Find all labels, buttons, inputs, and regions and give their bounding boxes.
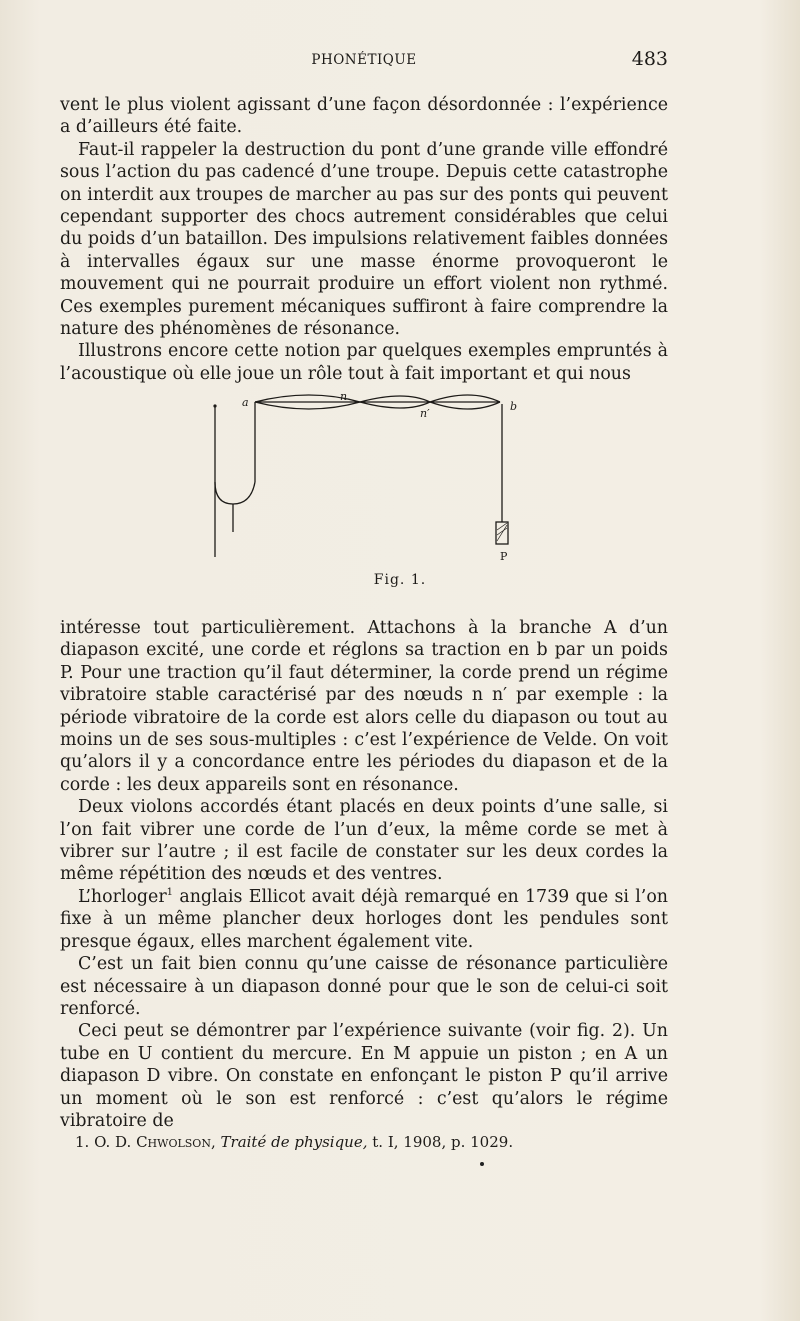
fork-body	[215, 482, 255, 504]
text-block-bottom	[60, 617, 668, 1132]
footnote	[75, 1133, 675, 1151]
paragraph: Ceci peut se démontrer par l’expérience suivante (voir fig. 2). Un tube en U contient du mercure. En M appuie un piston ; en A un diapason D vibre. On constate en enfonçant le piston P qu’il arrive un moment où le son est renforcé : c’est qu’alors le régime vibratoire de	[60, 1021, 668, 1131]
horloger-text-end: anglais Ellicot avait déjà remarqué en 1739 que si l’on fixe à un même plancher deux horloges dont les pendules sont presque égaux, elles marchent également vite.	[60, 886, 668, 952]
label-n: n	[340, 390, 348, 403]
page-number: 483	[631, 48, 668, 70]
footnote-rest: t. I, 1908, p. 1029.	[367, 1133, 514, 1151]
text-block-top	[60, 94, 668, 385]
running-head: PHONÉTIQUE	[311, 52, 417, 68]
figure-caption: Fig. 1.	[373, 572, 427, 588]
label-a: a	[242, 396, 249, 409]
footnote-author: O. D. Chwolson,	[94, 1133, 216, 1151]
paragraph-horloger	[60, 886, 668, 953]
footnote-number: 1.	[75, 1133, 90, 1151]
print-mark	[480, 1162, 484, 1166]
paragraph: C’est un fait bien connu qu’une caisse de résonance particulière est nécessaire à un diapason donné pour que le son de celui-ci soit renforcé.	[60, 954, 668, 1019]
paragraph: vent le plus violent agissant d’une façon désordonnée : l’expérience a d’ailleurs été faite.	[60, 95, 668, 138]
figure-tuning-fork	[200, 392, 540, 592]
figure-drawing	[200, 392, 540, 572]
paragraph: intéresse tout particulièrement. Attachons à la branche A d’un diapason excité, une corde et réglons sa traction en b par un poids P. Pour une traction qu’il faut déterminer, la corde prend un régime vibratoire stable caractérisé par des nœuds n n′ par exemple : la période vibratoire de la corde est alors celle du diapason ou tout au moins un de ses sous-multiples : c’est l’expérience de Velde. On voit qu’alors il y a concordance entre les périodes du diapason et de la corde : les deux appareils sont en résonance.	[60, 618, 668, 795]
paragraph: Faut-il rappeler la destruction du pont d’une grande ville effondré sous l’action du pas cadencé d’une troupe. Depuis cette catastrophe on interdit aux troupes de marcher au pas sur des ponts qui peuvent cependant supporter des chocs autrement considérables que celui du poids d’un bataillon. Des impulsions relativement faibles données à intervalles égaux sur une masse énorme provoqueront le mouvement qui ne pourrait produire un effort violent non rythmé. Ces exemples purement mécaniques suffiront à faire comprendre la nature des phénomènes de résonance.	[60, 139, 668, 340]
label-n-prime: n′	[420, 407, 430, 420]
page-header	[60, 48, 668, 78]
paragraph: Illustrons encore cette notion par quelques exemples empruntés à l’acoustique où elle joue un rôle tout à fait important et qui nous	[60, 341, 668, 384]
label-b: b	[510, 400, 518, 413]
footnote-mark: 1	[166, 887, 174, 899]
paragraph: Deux violons accordés étant placés en deux points d’une salle, si l’on fait vibrer une corde de l’un d’eux, la même corde se met à vibrer sur l’autre ; il est facile de constater sur les deux cordes la même répétition des nœuds et des ventres.	[60, 797, 668, 885]
horloger-text-start: L’horloger	[78, 886, 167, 907]
footnote-title: Traité de physique,	[220, 1133, 368, 1151]
label-p: P	[500, 550, 508, 563]
